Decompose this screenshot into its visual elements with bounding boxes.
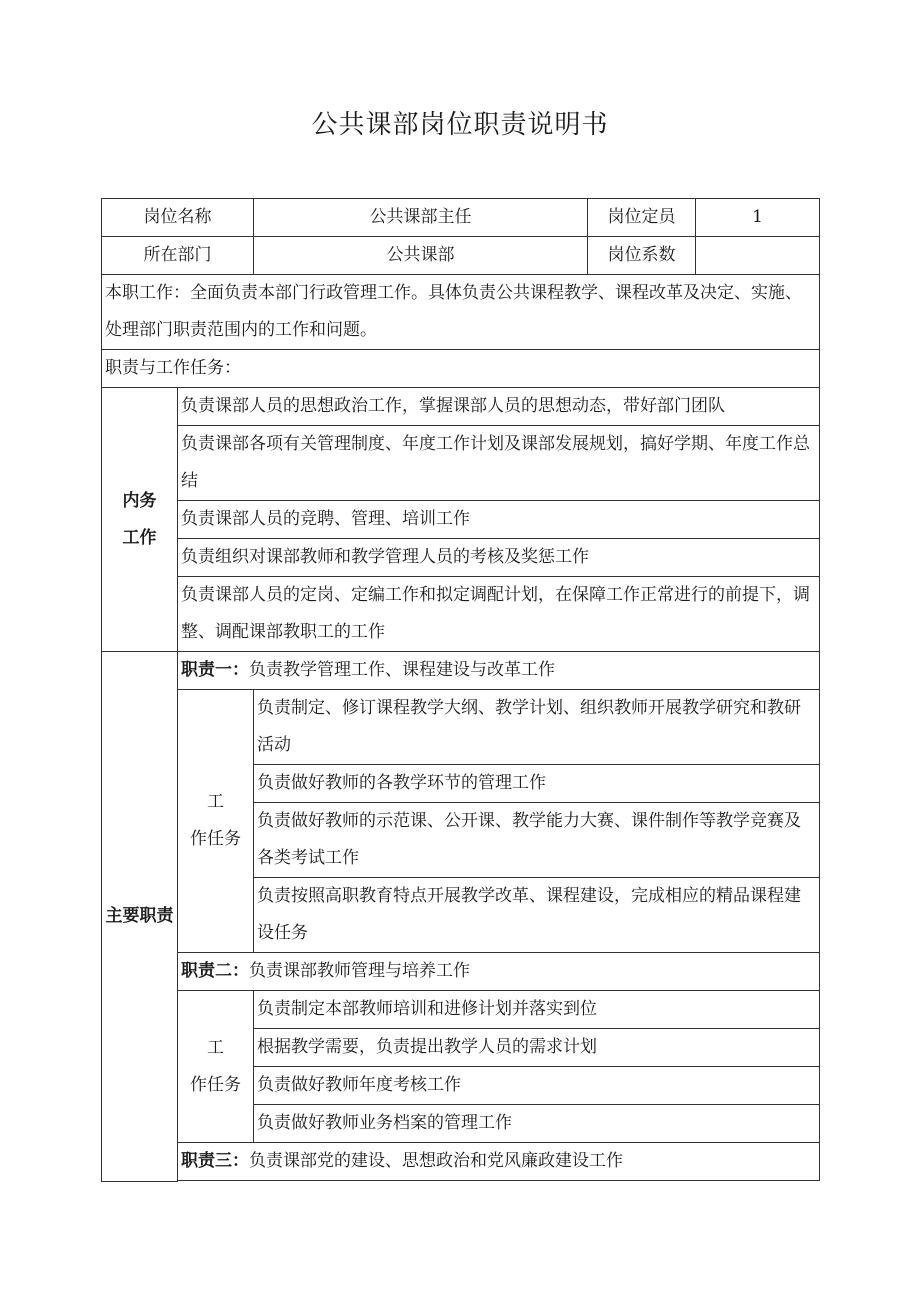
- duty1-task: 负责制定、修订课程教学大纲、教学计划、组织教师开展教学研究和教研活动: [254, 690, 820, 765]
- position-name-value: 公共课部主任: [254, 199, 588, 237]
- department-label: 所在部门: [102, 237, 254, 275]
- page-title: 公共课部岗位职责说明书: [311, 110, 609, 140]
- table-row: [102, 199, 820, 237]
- table-row: [102, 426, 820, 501]
- duty2-task-label-line1: 工: [207, 1037, 224, 1058]
- duty1-task: 负责按照高职教育特点开展教学改革、课程建设，完成相应的精品课程建设任务: [254, 878, 820, 953]
- internal-item: 负责课部人员的定岗、定编工作和拟定调配计划，在保障工作正常进行的前提下，调整、调配课部教职工的工作: [178, 577, 820, 652]
- duty2-text: 负责课部教师管理与培养工作: [249, 961, 470, 981]
- internal-label-line1: 内务: [122, 490, 157, 511]
- table-row: [102, 652, 820, 690]
- headcount-label: 岗位定员: [588, 199, 696, 237]
- table-row: [102, 275, 820, 350]
- duty2-heading: [178, 953, 820, 991]
- duty3-prefix: 职责三：: [181, 1151, 249, 1171]
- duty1-task-label-line2: 作任务: [190, 829, 241, 849]
- department-value: 公共课部: [254, 237, 588, 275]
- main-duties-label: 主要职责: [102, 652, 178, 1182]
- duty3-heading: [178, 1143, 820, 1181]
- position-name-label: 岗位名称: [102, 199, 254, 237]
- duty3-text: 负责课部党的建设、思想政治和党风廉政建设工作: [249, 1151, 623, 1171]
- headcount-value: 1: [696, 199, 820, 237]
- internal-item: 负责课部人员的思想政治工作，掌握课部人员的思想动态，带好部门团队: [178, 388, 820, 426]
- duty1-task-label: [178, 690, 254, 953]
- duty2-task-label: [178, 991, 254, 1143]
- table-row: [102, 953, 820, 991]
- internal-label-line2: 工作: [122, 527, 157, 548]
- duty1-text: 负责教学管理工作、课程建设与改革工作: [249, 660, 555, 680]
- table-row: [102, 501, 820, 539]
- duty2-task: 负责制定本部教师培训和进修计划并落实到位: [254, 991, 820, 1029]
- duty1-task: 负责做好教师的各教学环节的管理工作: [254, 765, 820, 803]
- duty2-prefix: 职责二：: [181, 961, 249, 981]
- table-row: [102, 1143, 820, 1181]
- duty2-task: 负责做好教师年度考核工作: [254, 1067, 820, 1105]
- table-row: [102, 1181, 820, 1182]
- internal-item: 负责课部人员的竞聘、管理、培训工作: [178, 501, 820, 539]
- duty1-prefix: 职责一：: [181, 660, 249, 680]
- tasks-heading: 职责与工作任务：: [102, 350, 820, 388]
- spacer-cell: [178, 1181, 820, 1182]
- coefficient-value: [696, 237, 820, 275]
- coefficient-label: 岗位系数: [588, 237, 696, 275]
- internal-work-label: [102, 388, 178, 652]
- duty1-task-label-line1: 工: [207, 792, 224, 812]
- internal-item: 负责课部各项有关管理制度、年度工作计划及课部发展规划，搞好学期、年度工作总结: [178, 426, 820, 501]
- duty2-task: 负责做好教师业务档案的管理工作: [254, 1105, 820, 1143]
- table-row: [102, 350, 820, 388]
- duty2-task-label-line2: 作任务: [190, 1074, 241, 1095]
- table-row: [102, 237, 820, 275]
- internal-item: 负责组织对课部教师和教学管理人员的考核及奖惩工作: [178, 539, 820, 577]
- table-row: [102, 690, 820, 765]
- duty1-heading: [178, 652, 820, 690]
- table-row: [102, 577, 820, 652]
- job-summary: 本职工作：全面负责本部门行政管理工作。具体负责公共课程教学、课程改革及决定、实施、处理部门职责范围内的工作和问题。: [102, 275, 820, 350]
- table-row: [102, 388, 820, 426]
- job-description-table: [101, 198, 820, 1182]
- table-row: [102, 539, 820, 577]
- table-row: [102, 991, 820, 1029]
- duty2-task: 根据教学需要，负责提出教学人员的需求计划: [254, 1029, 820, 1067]
- duty1-task: 负责做好教师的示范课、公开课、教学能力大赛、课件制作等教学竞赛及各类考试工作: [254, 803, 820, 878]
